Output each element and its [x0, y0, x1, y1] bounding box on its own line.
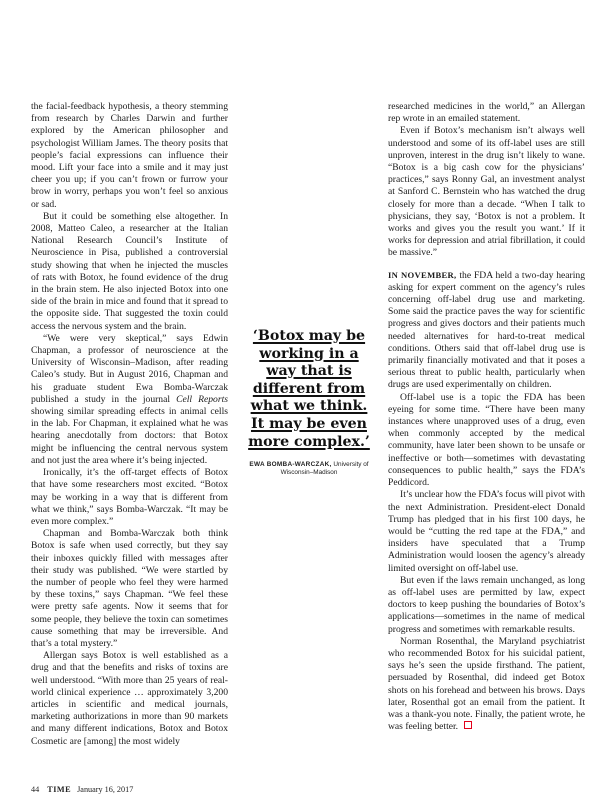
paragraph: Allergan says Botox is well established as a drug and that the benefits and risks of toxins are well understood. “With more than 25 years of real-world clinical experience … approximately 3,200 articles in scientific and medical journals, marketing authorizations in more than 90 markets and many different indications, Botox and Botox Cosmetic are [among] the most widely: [31, 650, 228, 747]
pull-quote-credit-name: EWA BOMBA-WARCZAK,: [249, 461, 332, 469]
journal-name: Cell Reports: [176, 393, 228, 405]
pull-quote-credit-affiliation: University of Wisconsin–Madison: [280, 461, 369, 477]
paragraph-text: Norman Rosenthal, the Maryland psychiatrist who recommended Botox for his suicidal patient, says he’s seen the upside firsthand. The patient, persuaded by Rosenthal, did indeed get Botox shots on his forehead and between his brows. Days later, Rosenthal got an email from the patient. It was a thank-you note. Finally, the patient wrote, he was feeling better.: [388, 635, 585, 733]
page-footer: [31, 785, 133, 794]
pull-quote-text: ‘Botox may be working in a way that is different from what we think. It may be even more complex.’: [248, 328, 370, 450]
paragraph-text: “We were very skeptical,” says Edwin Chapman, a professor of neuroscience at the University of Wisconsin–Madison, after reading Caleo’s study. But in August 2016, Chapman and his graduate student Ewa Bomba-Warczak published a study in the journal: [31, 332, 228, 405]
paragraph: But it could be something else altogether. In 2008, Matteo Caleo, a researcher at the Italian National Research Council’s Institute of Neuroscience in Pisa, published a controversial study showing that when he injected the muscles of rats with Botox, he found evidence of the drug in the brain stem. He also injected Botox into one side of the brain in mice and found that it spread to the opposite side. That suggested the toxin could access the nervous system and the brain.: [31, 210, 228, 332]
pull-quote-credit: [244, 461, 374, 477]
paragraph-text: the FDA held a two-day hearing asking for expert comment on the agency’s rules concerning off-label drug use and marketing. Some said the practice paves the way for scientific progress and gives doctors and their patients much needed alternatives for hard-to-treat medical conditions. Others said that off-label drug use is primarily financially motivated and that it poses a serious threat to public health, particularly when drugs are used experimentally on children.: [388, 269, 585, 391]
magazine-name: TIME: [47, 785, 72, 794]
paragraph: researched medicines in the world,” an Allergan rep wrote in an emailed statement.: [388, 101, 585, 125]
section-paragraph: [388, 269, 585, 392]
paragraph: Ironically, it’s the off-target effects of Botox that have some researchers most excited. “Botox may be working in a way that is different from what we think,” says Bomba-Warczak. “It may be even more complex.”: [31, 467, 228, 527]
paragraph: [31, 333, 228, 467]
paragraph: the facial-feedback hypothesis, a theory stemming from research by Charles Darwin and further explored by the American philosopher and psychologist William James. The theory posits that people’s facial expressions can influence their mood. Lift your face into a smile and it may just cheer you up; if you can’t frown or furrow your brow in worry, perhaps you won’t feel so anxious or sad.: [31, 101, 228, 210]
paragraph: Chapman and Bomba-Warczak both think Botox is safe when used correctly, but they say their inboxes quickly filled with messages after their study was published. “We were startled by the number of people who feel they were harmed by these toxins,” says Chapman. “We feel these were pretty safe agents. Now it seems that for some people, they believe the toxin can sometimes cause something that may be irreversible. And that’s a total mystery.”: [31, 528, 228, 649]
pull-quote: [244, 328, 374, 478]
paragraph: [388, 636, 585, 734]
paragraph-text: showing similar spreading effects in animal cells in the lab. For Chapman, it explained what he was hearing anecdotally from doctors: that Botox might be influencing the central nervous system and not just the area where it’s being injected.: [31, 406, 228, 466]
article-column-left: [31, 101, 228, 748]
section-lead-in: IN NOVEMBER,: [388, 269, 457, 280]
paragraph: It’s unclear how the FDA’s focus will pivot with the next Administration. President-elect Donald Trump has pledged that in his first 100 days, he would be “cutting the red tape at the FDA,” and insiders have speculated that a Trump Administration would loosen the agency’s already limited oversight on off-label use.: [388, 489, 585, 574]
paragraph: Off-label use is a topic the FDA has been eyeing for some time. “There have been many instances where unapproved uses of a drug, even when commonly accepted by the medical community, have later been shown to be unsafe or ineffective or both—sometimes with devastating consequences to public health,” says the FDA’s Peddicord.: [388, 391, 585, 489]
page-number: 44: [31, 785, 40, 794]
issue-date: January 16, 2017: [77, 785, 134, 794]
end-mark-icon: [464, 721, 472, 729]
article-column-right: [388, 101, 585, 733]
paragraph: But even if the laws remain unchanged, as long as off-label uses are permitted by law, expect doctors to keep pushing the boundaries of Botox’s applications—sometimes in the name of medical progress and sometimes with remarkable results.: [388, 574, 585, 635]
paragraph: Even if Botox’s mechanism isn’t always well understood and some of its off-label uses are still unproven, interest in the drug isn’t likely to wane. “Botox is a big cash cow for the physicians’ practices,” says Ronny Gal, an investment analyst at Sanford C. Bernstein who has watched the drug closely for more than a decade. “When I talk to physicians, they say, ‘Botox is not a problem. It works and gives you the result you want.’ If it works for depression and atrial fibrillation, it could be massive.”: [388, 125, 585, 259]
